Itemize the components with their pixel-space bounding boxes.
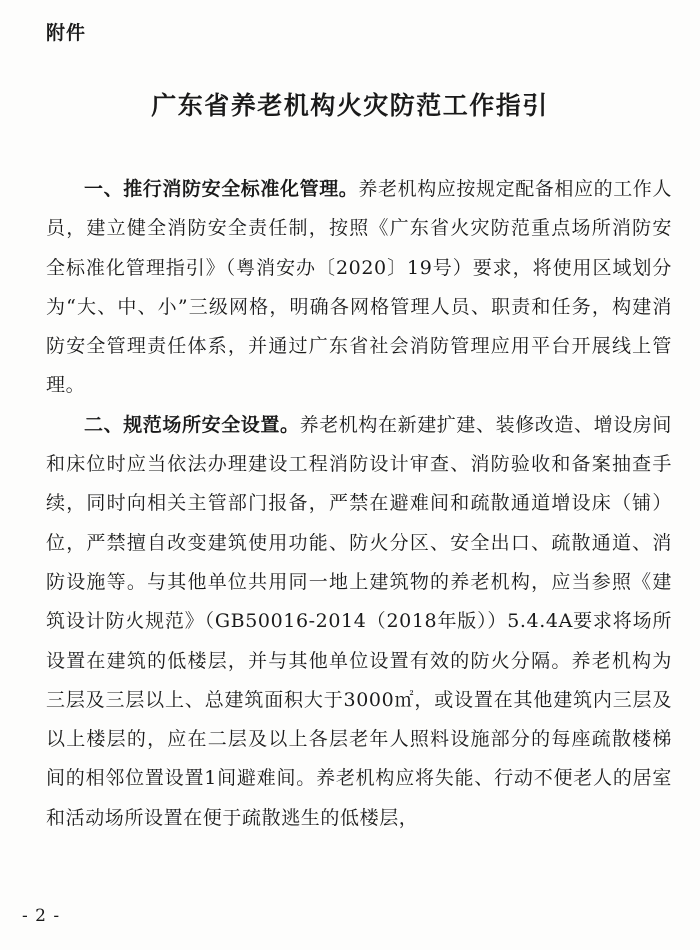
section-heading-2: 二、规范场所安全设置。 (84, 413, 300, 436)
section-text-2: 养老机构在新建扩建、装修改造、增设房间和床位时应当依法办理建设工程消防设计审查、消防验收和备案抽查手续，同时向相关主管部门报备，严禁在避难间和疏散通道增设床（铺）位，严禁擅自改变建筑使用功能、防火分区、安全出口、疏散通道、消防设施等。与其他单位共用同一地上建筑物的养老机构，应当参照《建筑设计防火规范》（GB50016-2014（2018年版））5.4.4A要求将场所设置在建筑的低楼层，并与其他单位设置有效的防火分隔。养老机构为三层及三层以上、总建筑面积大于3000㎡，或设置在其他建筑内三层及以上楼层的，应在二层及以上各层老年人照料设施部分的每座疏散楼梯间的相邻位置设置1间避难间。养老机构应将失能、行动不便老人的居室和活动场所设置在便于疏散逃生的低楼层， (46, 413, 673, 829)
document-body (46, 170, 672, 838)
attachment-label: 附件 (46, 22, 87, 44)
section-paragraph-2 (46, 406, 672, 838)
section-paragraph-1 (46, 170, 672, 406)
page-number: - 2 - (22, 906, 61, 926)
section-text-1: 养老机构应按规定配备相应的工作人员，建立健全消防安全责任制，按照《广东省火灾防范重点场所消防安全标准化管理指引》（粤消安办〔2020〕19号）要求，将使用区域划分为“大、中、小”三级网格，明确各网格管理人员、职责和任务，构建消防安全管理责任体系，并通过广东省社会消防管理应用平台开展线上管理。 (46, 178, 673, 397)
document-title: 广东省养老机构火灾防范工作指引 (151, 91, 549, 120)
section-heading-1: 一、推行消防安全标准化管理。 (84, 178, 359, 200)
